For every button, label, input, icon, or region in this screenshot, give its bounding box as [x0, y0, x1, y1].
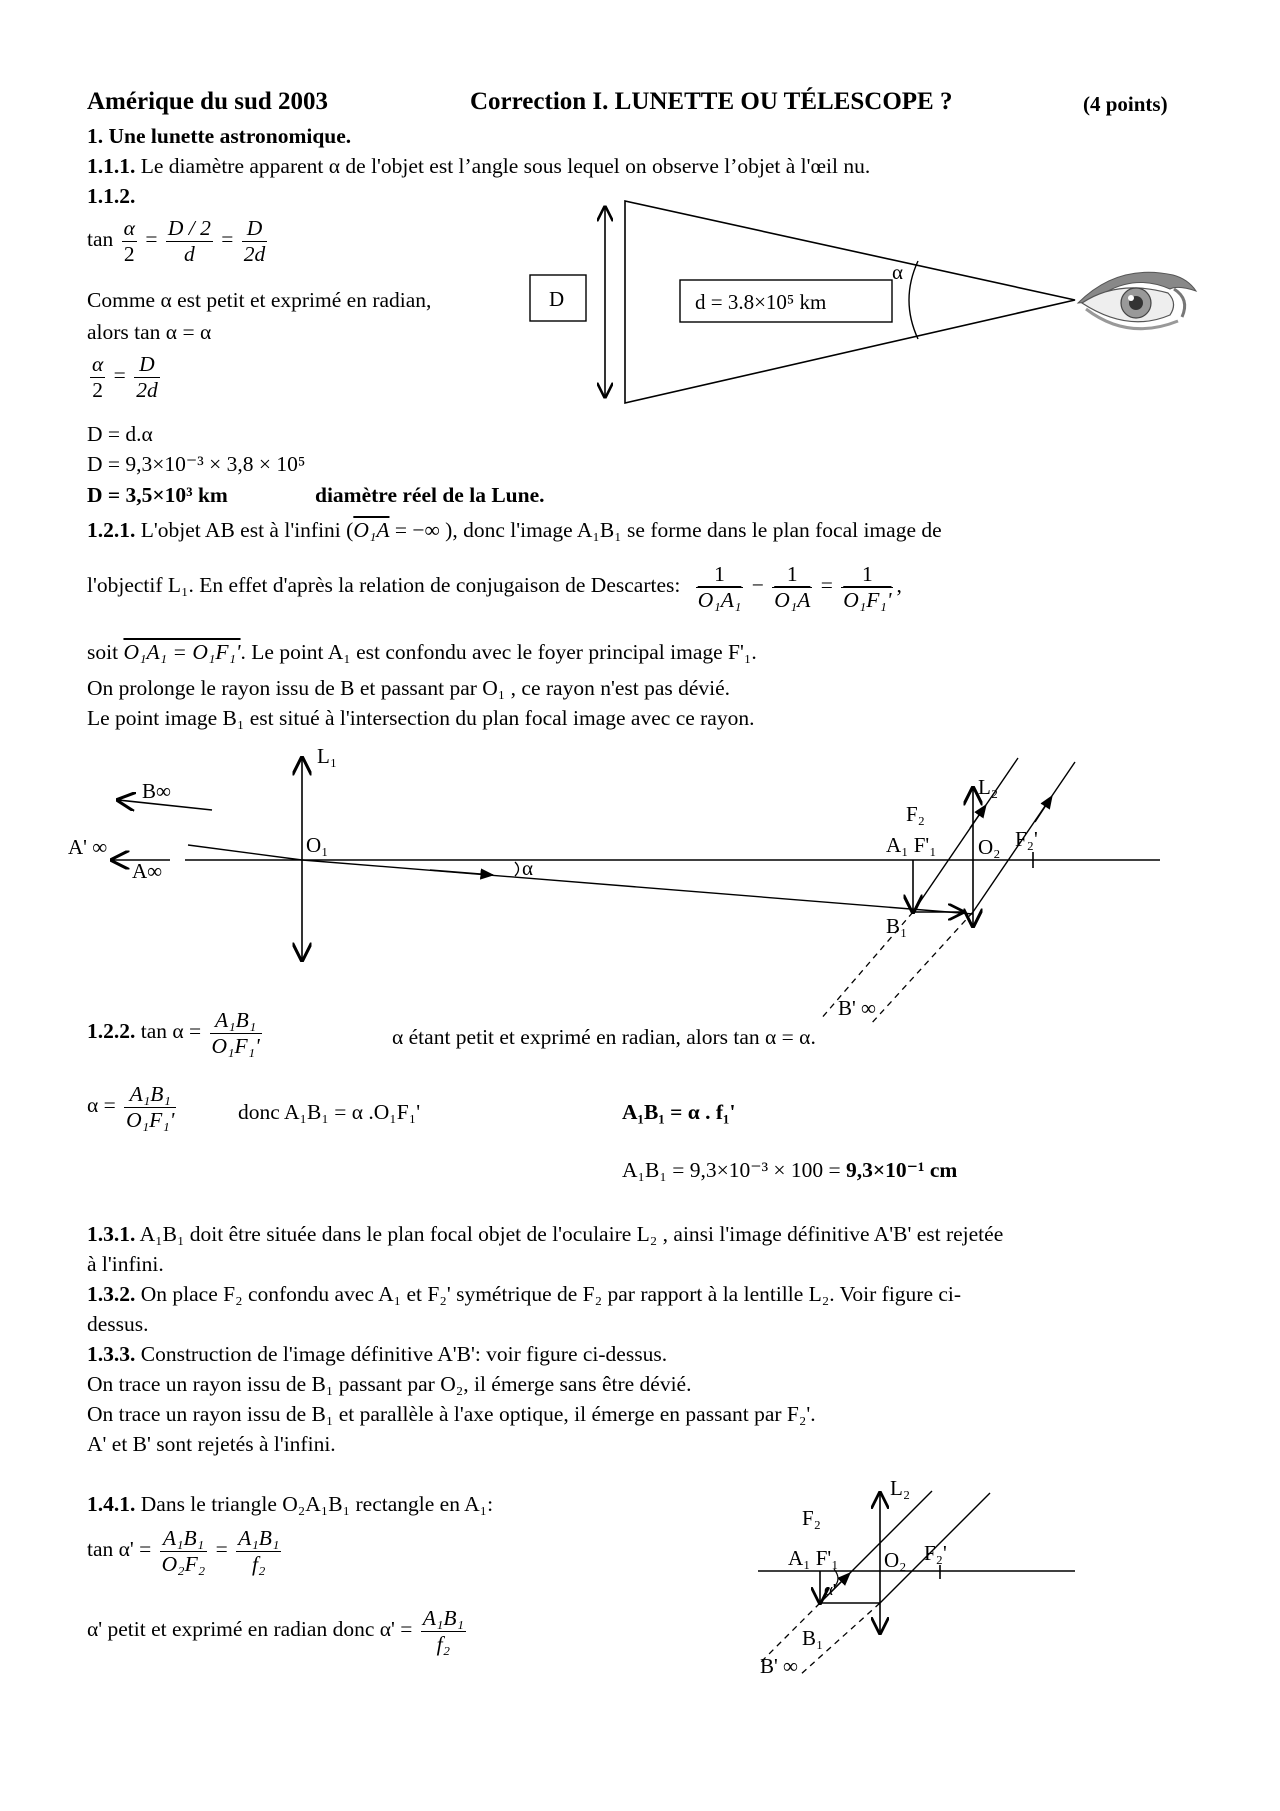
label-B-inf: B∞	[142, 779, 171, 803]
ray-direction-arrow	[430, 870, 493, 875]
q111-label: 1.1.1.	[87, 154, 136, 178]
q131-line1	[87, 1222, 1003, 1247]
frac-f2: f₂	[252, 1551, 266, 1576]
frac-alpha-den: 2	[123, 241, 135, 266]
ray-emergent-1-arrow	[1035, 796, 1052, 822]
q132-label: 1.3.2.	[87, 1282, 136, 1306]
q111	[87, 154, 870, 179]
label-B1: B₁	[802, 1626, 824, 1650]
tan-equation	[87, 216, 270, 266]
frac-D-num: D	[242, 216, 268, 242]
q132-line1	[87, 1282, 961, 1307]
donc-line: donc A₁B₁ = α .O₁F₁'	[238, 1100, 421, 1124]
alpha-eq: α =	[87, 1093, 116, 1118]
q121-soit	[87, 640, 757, 665]
q131-text: A₁B₁ doit être située dans le plan focal objet de l'oculaire L₂ , ainsi l'image définitive A'B' est rejetée	[139, 1222, 1004, 1246]
tan-word: tan	[87, 227, 114, 252]
calc-result: 9,3×10⁻¹ cm	[846, 1158, 958, 1182]
q141-line2-text: α' petit et exprimé en radian donc α' =	[87, 1617, 413, 1642]
frac-D-num: D	[134, 352, 160, 378]
comme-line: Comme α est petit et exprimé en radian,	[87, 288, 432, 312]
header-source: Amérique du sud 2003	[87, 88, 329, 115]
label-F2: F₂	[802, 1506, 822, 1530]
frac-alpha-den: 2	[92, 377, 104, 402]
q121-line1a: L'objet AB est à l'infini (	[140, 518, 354, 542]
label-Bp-inf: B' ∞	[838, 996, 877, 1020]
frac-o1f1p: O₁F₁'	[126, 1107, 175, 1132]
q121-label: 1.2.1.	[87, 518, 136, 542]
frac2-den: O₁A	[774, 587, 811, 612]
distance-label: d = 3.8×10⁵ km	[695, 290, 827, 314]
figure-eyepiece-diagram	[750, 1475, 1080, 1680]
d-calc-line: D = 9,3×10⁻³ × 3,8 × 10⁵	[87, 452, 306, 476]
label-A-inf: A∞	[132, 859, 163, 883]
frac-a1b1: A₁B₁	[160, 1526, 208, 1552]
q133-line4: A' et B' sont rejetés à l'infini.	[87, 1432, 336, 1456]
eq-sign: =	[145, 227, 158, 252]
q133-line1	[87, 1342, 667, 1367]
label-O1: O₁	[306, 833, 329, 857]
label-O2: O₂	[884, 1548, 907, 1572]
alpha-equation	[87, 352, 163, 402]
header-title: Correction I. LUNETTE OU TÉLESCOPE ?	[470, 88, 953, 115]
label-A1F1p: A₁ F'₁	[886, 833, 937, 857]
label-Bp-inf: B' ∞	[760, 1654, 799, 1678]
eq-sign: =	[215, 1537, 228, 1562]
angle-arc	[909, 261, 918, 339]
frac3-num: 1	[841, 562, 893, 588]
frac-a1b1: A₁B₁	[210, 1008, 262, 1034]
minus-sign: −	[751, 573, 764, 598]
d-result: D = 3,5×10³ km	[87, 483, 228, 507]
label-L2: L₂	[978, 775, 999, 799]
d-result-text: diamètre réel de la Lune.	[315, 483, 545, 507]
label-A1F1p: A₁ F'₁	[788, 1546, 839, 1570]
frac-a1b1: A₁B₁	[124, 1082, 176, 1108]
frac-alpha-num: α	[92, 352, 104, 376]
q121-line5: Le point image B₁ est situé à l'intersection du plan focal image avec ce rayon.	[87, 706, 755, 730]
frac-D-den: 2d	[243, 241, 266, 266]
q132-line2: dessus.	[87, 1312, 149, 1336]
eq-sign: =	[113, 363, 126, 388]
q121-line4: On prolonge le rayon issu de B et passant par O₁ , ce rayon n'est pas dévié.	[87, 676, 731, 700]
section-heading: 1. Une lunette astronomique.	[87, 124, 352, 148]
q131-line2: à l'infini.	[87, 1252, 164, 1276]
label-F2: F₂	[906, 802, 926, 826]
q121-line1b: = −∞ ), donc l'image A₁B₁ se forme dans le plan focal image de	[389, 518, 942, 542]
label-B1: B₁	[886, 914, 908, 938]
q133-line3: On trace un rayon issu de B₁ et parallèle à l'axe optique, il émerge en passant par F₂'.	[87, 1402, 816, 1426]
q121-line2-text: l'objectif L₁. En effet d'après la relation de conjugaison de Descartes:	[87, 573, 681, 598]
d-eq-line: D = d.α	[87, 422, 153, 446]
frac-alpha-num: α	[123, 216, 135, 240]
alpha-label: α	[892, 260, 904, 284]
q132-text: On place F₂ confondu avec A₁ et F₂' symétrique de F₂ par rapport à la lentille L₂. Voir figure ci-	[140, 1282, 962, 1306]
q133-label: 1.3.3.	[87, 1342, 136, 1366]
alpha-eq-line	[87, 1082, 179, 1132]
frac1-num: 1	[696, 562, 744, 588]
tan-alpha-prime: tan α' =	[87, 1537, 152, 1562]
q141-label: 1.4.1.	[87, 1492, 136, 1516]
frac-d2-den: d	[183, 241, 195, 266]
label-F2p: F₂'	[1015, 827, 1038, 851]
angle-alpha-arc	[515, 862, 519, 876]
tan-alpha: tan α =	[140, 1019, 202, 1044]
ray-incoming	[188, 845, 302, 860]
eq-sign: =	[221, 227, 234, 252]
frac-a1b1: A₁B₁	[422, 1606, 464, 1630]
frac-o2f2: O₂F₂	[161, 1551, 206, 1576]
label-Ap-inf: A' ∞	[68, 835, 108, 859]
tan-alpha-prime-eq	[87, 1526, 284, 1576]
soit-rest: . Le point A₁ est confondu avec le foyer principal image F'₁.	[240, 640, 757, 664]
q121-line1	[87, 518, 942, 543]
frac2-num: 1	[772, 562, 812, 588]
q133-text: Construction de l'image définitive A'B': voir figure ci-dessus.	[140, 1342, 668, 1366]
q133-line2: On trace un rayon issu de B₁ passant par O₂, il émerge sans être dévié.	[87, 1372, 692, 1396]
q141-line2	[87, 1606, 469, 1656]
label-L1: L₁	[317, 744, 338, 768]
figure-moon-diagram	[520, 195, 1220, 410]
q141-text: Dans le triangle O₂A₁B₁ rectangle en A₁:	[140, 1492, 494, 1516]
formula-a1b1: A₁B₁ = α . f₁'	[622, 1100, 736, 1124]
eye-icon	[1078, 272, 1196, 328]
eq-sign: =	[820, 573, 833, 598]
comma: ,	[896, 573, 902, 598]
calc-text: A₁B₁ = 9,3×10⁻³ × 100 =	[622, 1158, 841, 1182]
calc-line	[622, 1158, 957, 1183]
alpha-note: α étant petit et exprimé en radian, alors tan α = α.	[392, 1025, 816, 1049]
frac-f2: f₂	[436, 1631, 451, 1656]
q122-label: 1.2.2.	[87, 1019, 136, 1044]
frac3-den: O₁F₁'	[843, 587, 892, 612]
q121-line2	[87, 562, 902, 612]
q122-line1	[87, 1008, 265, 1058]
o1a-bar: O₁A	[353, 518, 390, 542]
frac-o1f1p: O₁F₁'	[211, 1033, 260, 1058]
q141-line1	[87, 1492, 493, 1517]
label-O2: O₂	[978, 835, 1001, 859]
label-alpha-prime: α'	[824, 1580, 836, 1599]
q112-label: 1.1.2.	[87, 184, 136, 208]
frac1-den: O₁A₁	[697, 587, 742, 612]
soit-equation: O₁A₁ = O₁F₁'	[123, 640, 241, 664]
frac-D-den: 2d	[136, 377, 158, 402]
frac-d2-num: D / 2	[167, 216, 211, 240]
soit-word: soit	[87, 640, 119, 664]
D-box-label: D	[549, 287, 565, 311]
alors-line: alors tan α = α	[87, 320, 212, 344]
ray-through-O1	[302, 860, 973, 914]
figure-telescope-diagram	[60, 738, 1180, 1028]
label-L2: L₂	[890, 1476, 911, 1500]
frac-a1b1: A₁B₁	[238, 1526, 280, 1550]
label-F2p: F₂'	[924, 1541, 947, 1565]
q111-text: Le diamètre apparent α de l'objet est l’angle sous lequel on observe l’objet à l'œil nu.	[140, 154, 871, 178]
q131-label: 1.3.1.	[87, 1222, 136, 1246]
label-alpha: α	[522, 856, 534, 880]
header-points: (4 points)	[1083, 92, 1168, 116]
